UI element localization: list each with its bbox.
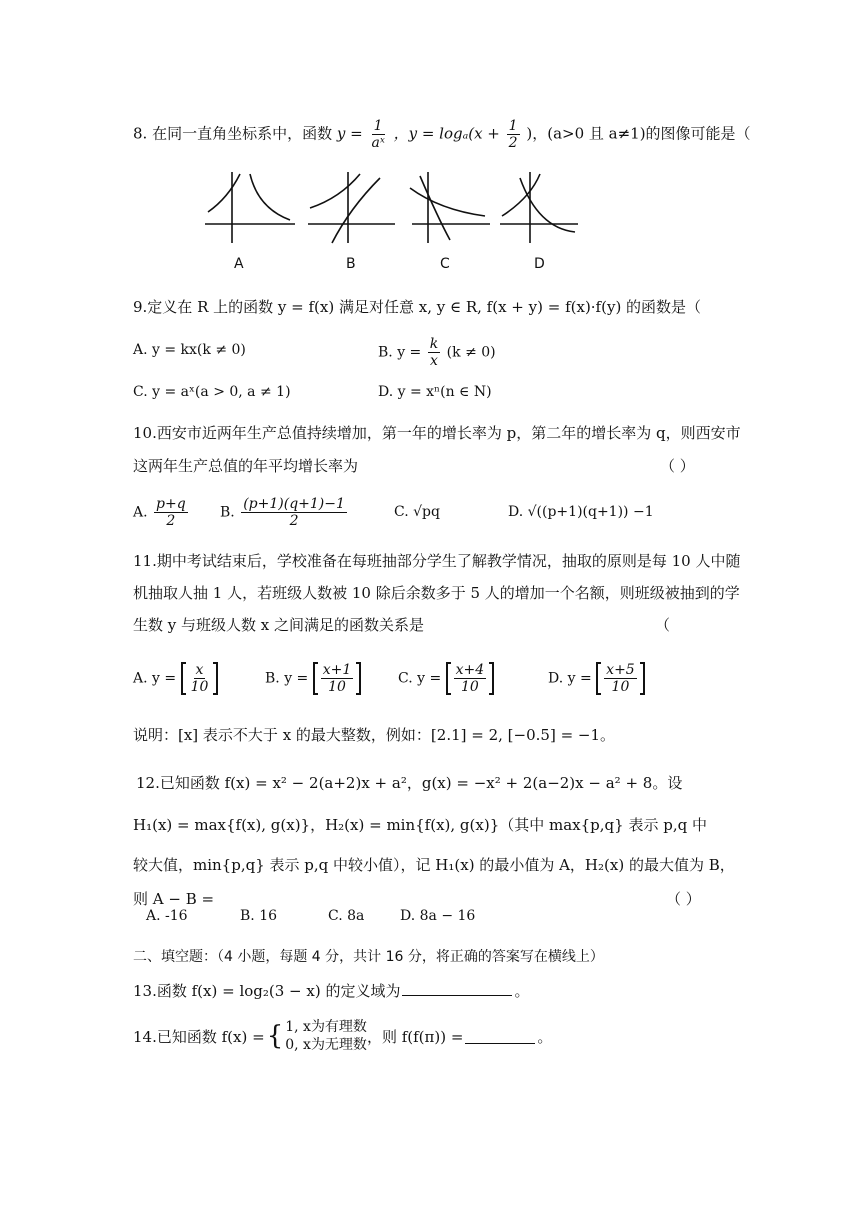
q10-option-b: B. $\frac{(p+1)(q+1)-1}{2}$ [220,496,345,529]
q12-option-c: C. 8a [328,908,365,924]
question-11-line-3: 生数 y 与班级人数 x 之间满足的函数关系是 [133,616,425,634]
question-12-line-4: 则 A − B = [133,890,215,908]
question-9-stem: 9.定义在 R 上的函数 y = f(x) 满足对任意 x, y ∈ R, f(x + y) = f(x)·f(y) 的函数是（ [133,298,702,316]
graph-label-b: B [346,256,356,272]
question-10-answer-paren: （ ） [660,457,695,475]
q11-option-c: C. y = $\frac{x+4}{10}$ [398,662,494,695]
question-11-answer-paren: （ [655,616,671,634]
question-11-line-2: 机抽取人抽 1 人，若班级人数被 10 除后余数多于 5 人的增加一个名额，则班级被抽到的学 [133,584,740,602]
q13-answer-blank[interactable] [402,981,512,996]
question-12-line-2: H₁(x) = max{f(x), g(x)}，H₂(x) = min{f(x), g(x)}（其中 max{p,q} 表示 p,q 中 [133,816,707,834]
question-10-line-2: 这两年生产总值的年平均增长率为 [133,457,359,475]
question-11-line-1: 11.期中考试结束后，学校准备在每班抽部分学生了解教学情况，抽取的原则是每 10 人中随 [133,552,741,570]
q9-option-c: C. y = aˣ(a > 0, a ≠ 1) [133,384,291,400]
graph-label-d: D [534,256,545,272]
question-12-line-1: 12.已知函数 f(x) = x² − 2(a+2)x + a²，g(x) = −x² + 2(a−2)x − a² + 8。设 [136,774,683,792]
q12-option-b: B. 16 [240,908,278,924]
q10-option-c: C. √pq [394,504,440,520]
question-8-graphs [200,168,600,248]
fraction-one-half: $\frac{1}{2}$ [508,118,518,151]
section-2-heading: 二、填空题：（4 小题，每题 4 分，共计 16 分，将正确的答案写在横线上） [133,949,604,965]
question-12-answer-paren: （ ） [666,890,701,908]
question-12-line-3: 较大值，min{p,q} 表示 p,q 中较小值），记 H₁(x) 的最小值为 A，H₂(x) 的最大值为 B， [133,856,735,874]
graph-a [205,172,295,243]
question-10-line-1: 10.西安市近两年生产总值持续增加，第一年的增长率为 p，第二年的增长率为 q，则西安市 [133,424,741,442]
q9-option-a: A. y = kx(k ≠ 0) [133,342,246,358]
q11-option-b: B. y = $\frac{x+1}{10}$ [265,662,361,695]
graph-b [308,172,395,243]
q12-option-a: A. -16 [146,908,188,924]
graph-label-a: A [234,256,244,272]
q11-option-d: D. y = $\frac{x+5}{10}$ [548,662,645,695]
q14-answer-blank[interactable] [465,1029,535,1044]
graph-d [500,172,578,243]
q12-option-d: D. 8a − 16 [400,908,476,924]
question-14: 14.已知函数 f(x) = { 1, x为有理数 0, x为无理数 ，则 f(f(π)) = 。 [133,1019,553,1053]
q9-option-b: B. y = $\frac{k}{x}$ (k ≠ 0) [378,336,496,369]
q11-note: 说明：[x] 表示不大于 x 的最大整数，例如：[2.1] = 2, [−0.5] = −1。 [133,726,616,744]
fraction-1-over-a-x: $\frac{1}{\text{aˣ}}$ [371,118,385,151]
q9-option-d: D. y = xⁿ(n ∈ N) [378,384,492,400]
question-13: 13.函数 f(x) = log₂(3 − x) 的定义域为 。 [133,982,530,1000]
q11-option-a: A. y = $\frac{x}{10}$ [133,662,218,695]
question-8-stem: 8. 在同一直角坐标系中，函数 y = $\frac{1}{\text{aˣ}}$ ，y = logₐ(x + $\frac{1}{2}$ )，(a>0 且 a≠1)的图像可能是（ [133,118,751,151]
graph-label-c: C [440,256,450,272]
q14-case-irrational: 0, x为无理数 [285,1037,367,1053]
graph-c [410,172,490,243]
q10-option-d: D. √((p+1)(q+1)) −1 [508,504,654,520]
q14-case-rational: 1, x为有理数 [285,1019,367,1035]
q10-option-a: A. $\frac{p+q}{2}$ [133,496,186,529]
